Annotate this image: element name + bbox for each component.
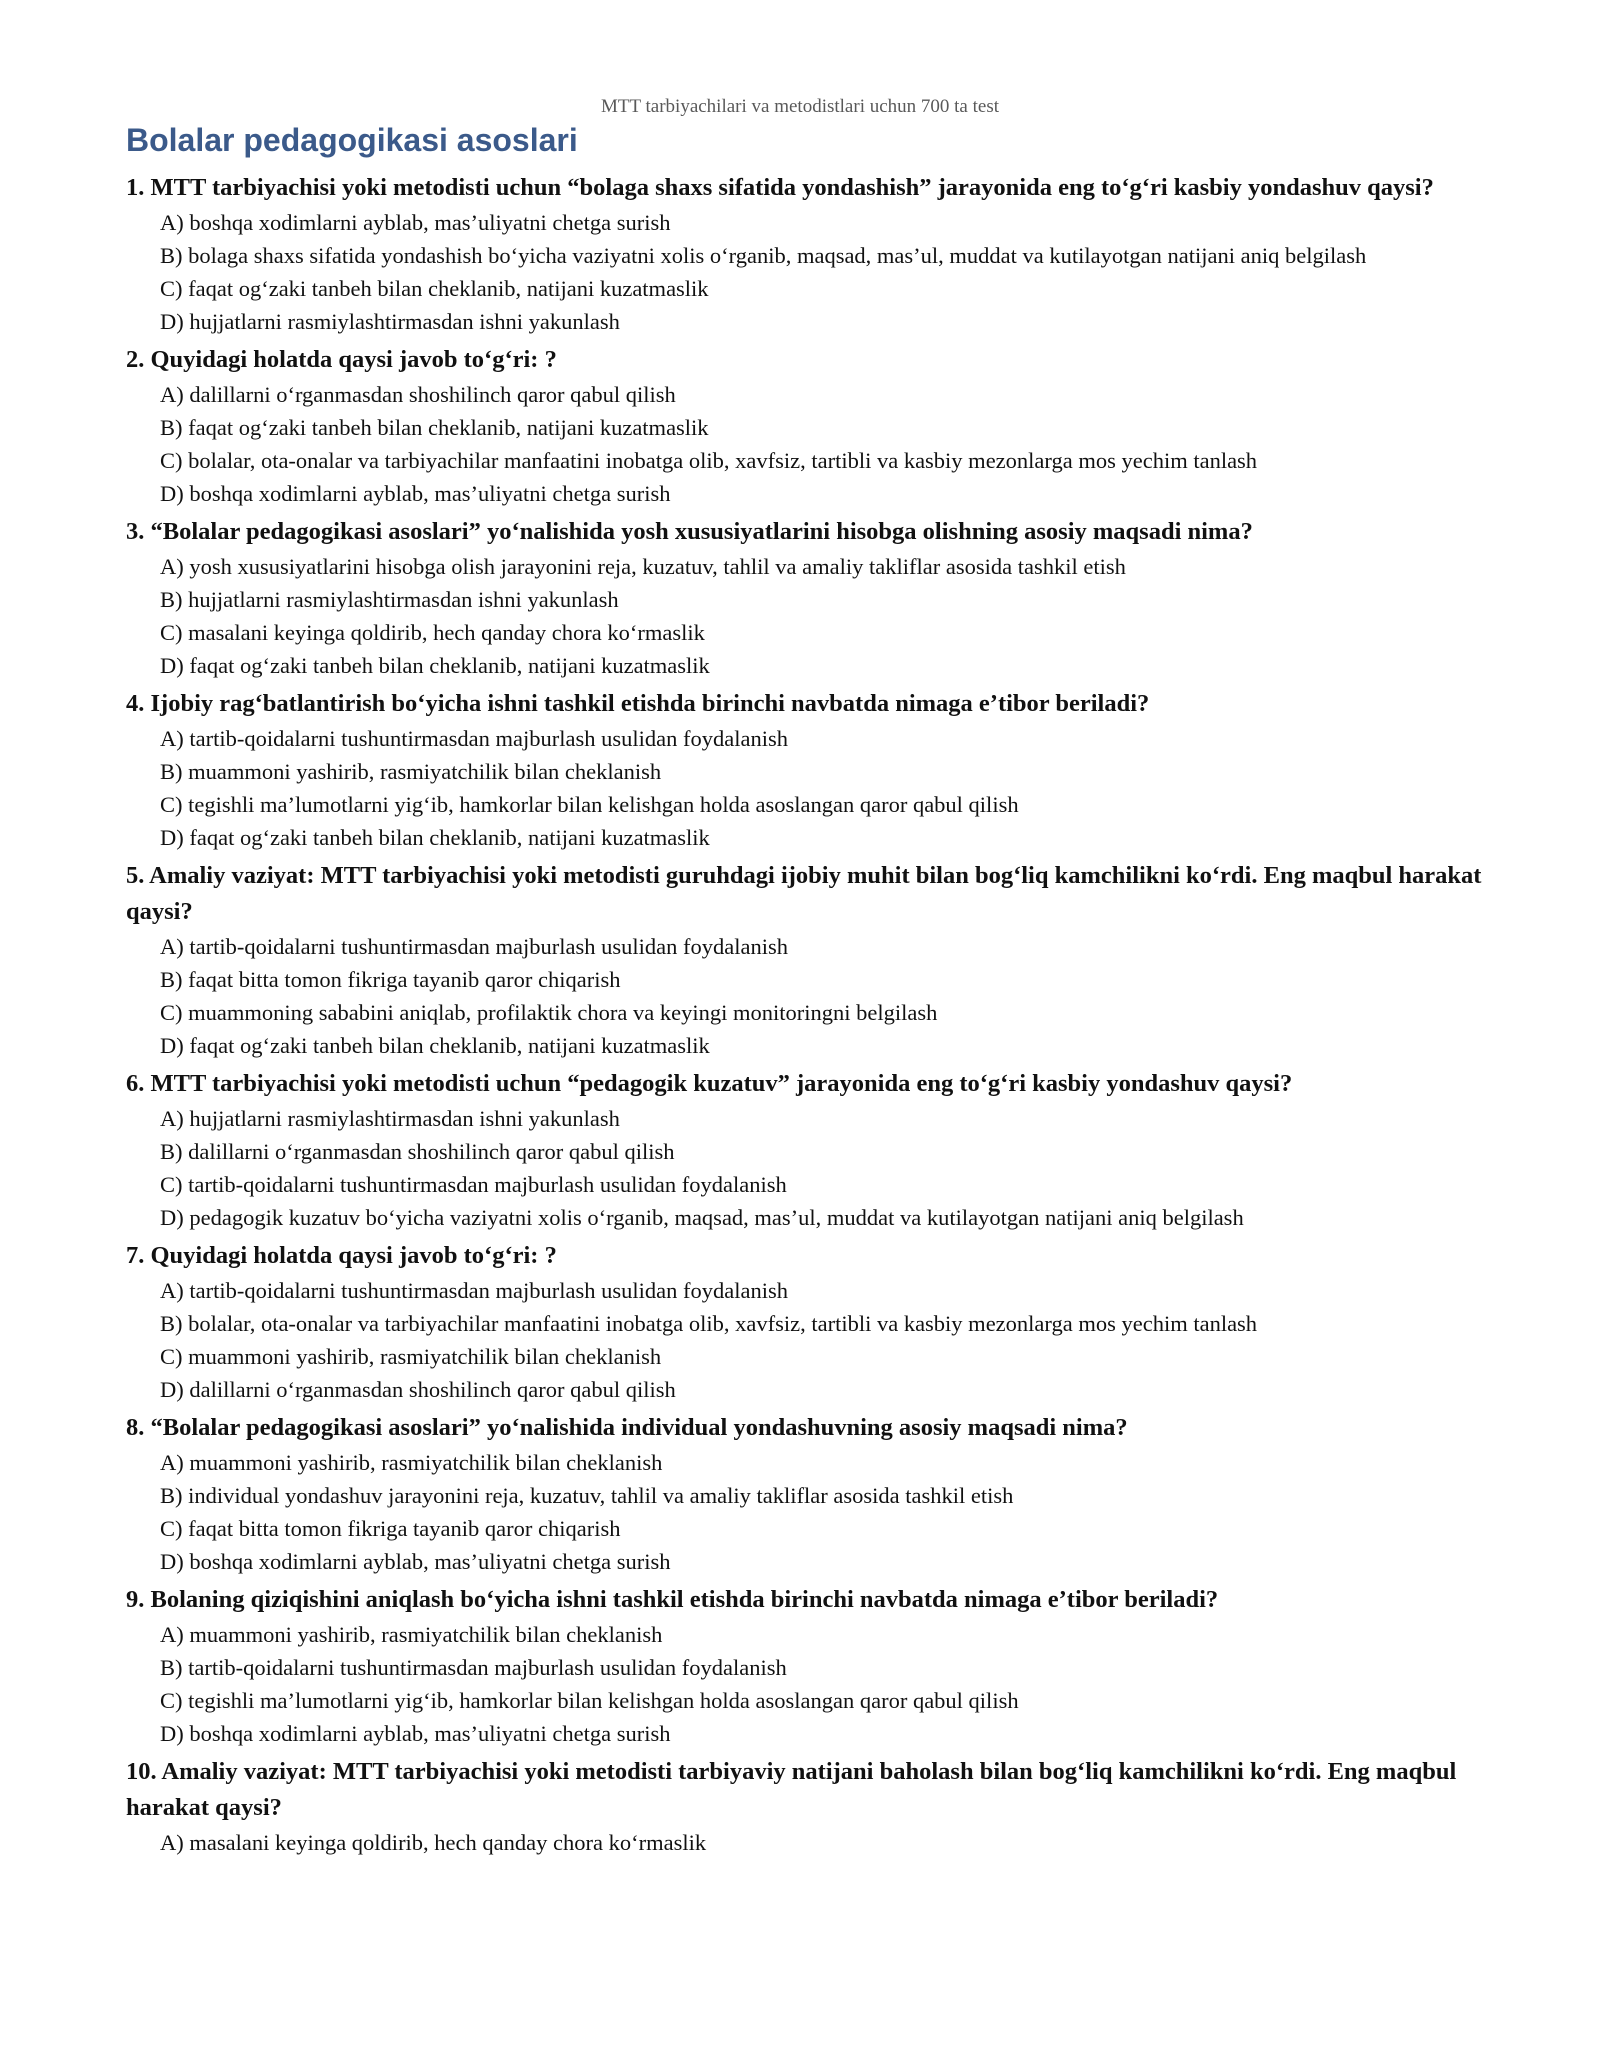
answer-option: D) boshqa xodimlarni ayblab, mas’uliyatni chetga surish — [160, 481, 671, 506]
answer-options — [126, 930, 1486, 1062]
answer-option: D) faqat og‘zaki tanbeh bilan cheklanib, natijani kuzatmaslik — [160, 825, 710, 850]
answer-option: A) hujjatlarni rasmiylashtirmasdan ishni yakunlash — [160, 1106, 620, 1131]
question-block — [126, 170, 1486, 338]
answer-option: A) masalani keyinga qoldirib, hech qanday chora ko‘rmaslik — [160, 1830, 707, 1855]
answer-option: D) hujjatlarni rasmiylashtirmasdan ishni yakunlash — [160, 309, 620, 334]
answer-option: D) dalillarni o‘rganmasdan shoshilinch qaror qabul qilish — [160, 1377, 676, 1402]
answer-options — [126, 722, 1486, 854]
answer-options — [126, 1618, 1486, 1750]
answer-option: D) pedagogik kuzatuv bo‘yicha vaziyatni xolis o‘rganib, maqsad, mas’ul, muddat va kutilayotgan natijani aniq belgilash — [160, 1205, 1244, 1230]
answer-option: B) muammoni yashirib, rasmiyatchilik bilan cheklanish — [160, 759, 662, 784]
question-text: 8. “Bolalar pedagogikasi asoslari” yo‘nalishida individual yondashuvning asosiy maqsadi nima? — [126, 1414, 1128, 1441]
question-text: 5. Amaliy vaziyat: MTT tarbiyachisi yoki metodisti guruhdagi ijobiy muhit bilan bog‘liq kamchilikni ko‘rdi. Eng maqbul harakat qaysi? — [126, 862, 1482, 925]
answer-options — [126, 550, 1486, 682]
question-text: 1. MTT tarbiyachisi yoki metodisti uchun “bolaga shaxs sifatida yondashish” jarayonida eng to‘g‘ri kasbiy yondashuv qaysi? — [126, 174, 1434, 201]
document-body — [126, 120, 1486, 1863]
answer-option: A) boshqa xodimlarni ayblab, mas’uliyatni chetga surish — [160, 210, 671, 235]
answer-option: D) boshqa xodimlarni ayblab, mas’uliyatni chetga surish — [160, 1549, 671, 1574]
answer-options — [126, 1446, 1486, 1578]
answer-option: D) faqat og‘zaki tanbeh bilan cheklanib, natijani kuzatmaslik — [160, 1033, 710, 1058]
answer-option: A) muammoni yashirib, rasmiyatchilik bilan cheklanish — [160, 1450, 663, 1475]
question-text: 9. Bolaning qiziqishini aniqlash bo‘yicha ishni tashkil etishda birinchi navbatda nimaga e’tibor beriladi? — [126, 1586, 1219, 1613]
question-text: 10. Amaliy vaziyat: MTT tarbiyachisi yoki metodisti tarbiyaviy natijani baholash bilan bog‘liq kamchilikni ko‘rdi. Eng maqbul harakat qaysi? — [126, 1758, 1457, 1821]
answer-option: C) tartib-qoidalarni tushuntirmasdan majburlash usulidan foydalanish — [160, 1172, 787, 1197]
answer-option: A) tartib-qoidalarni tushuntirmasdan majburlash usulidan foydalanish — [160, 1278, 788, 1303]
answer-option: A) tartib-qoidalarni tushuntirmasdan majburlash usulidan foydalanish — [160, 726, 788, 751]
question-text: 3. “Bolalar pedagogikasi asoslari” yo‘nalishida yosh xususiyatlarini hisobga olishning asosiy maqsadi nima? — [126, 518, 1253, 545]
answer-options — [126, 1102, 1486, 1234]
question-block — [126, 686, 1486, 854]
question-text: 4. Ijobiy rag‘batlantirish bo‘yicha ishni tashkil etishda birinchi navbatda nimaga e’tibor beriladi? — [126, 690, 1150, 717]
answer-option: B) faqat og‘zaki tanbeh bilan cheklanib, natijani kuzatmaslik — [160, 415, 709, 440]
answer-option: A) muammoni yashirib, rasmiyatchilik bilan cheklanish — [160, 1622, 663, 1647]
question-block — [126, 1582, 1486, 1750]
answer-option: C) faqat bitta tomon fikriga tayanib qaror chiqarish — [160, 1516, 621, 1541]
answer-option: A) tartib-qoidalarni tushuntirmasdan majburlash usulidan foydalanish — [160, 934, 788, 959]
question-block — [126, 1754, 1486, 1859]
running-header: MTT tarbiyachilari va metodistlari uchun 700 ta test — [600, 96, 1000, 117]
question-text: 7. Quyidagi holatda qaysi javob to‘g‘ri: ? — [126, 1242, 557, 1269]
answer-option: C) tegishli ma’lumotlarni yig‘ib, hamkorlar bilan kelishgan holda asoslangan qaror qabul qilish — [160, 792, 1019, 817]
answer-option: D) faqat og‘zaki tanbeh bilan cheklanib, natijani kuzatmaslik — [160, 653, 710, 678]
answer-option: C) masalani keyinga qoldirib, hech qanday chora ko‘rmaslik — [160, 620, 705, 645]
question-block — [126, 514, 1486, 682]
question-text: 2. Quyidagi holatda qaysi javob to‘g‘ri: ? — [126, 346, 557, 373]
answer-options — [126, 1826, 1486, 1859]
answer-option: B) tartib-qoidalarni tushuntirmasdan majburlash usulidan foydalanish — [160, 1655, 787, 1680]
answer-option: C) tegishli ma’lumotlarni yig‘ib, hamkorlar bilan kelishgan holda asoslangan qaror qabul qilish — [160, 1688, 1019, 1713]
question-block — [126, 342, 1486, 510]
answer-option: B) bolalar, ota-onalar va tarbiyachilar manfaatini inobatga olib, xavfsiz, tartibli va kasbiy mezonlarga mos yechim tanlash — [160, 1311, 1258, 1336]
answer-option: B) individual yondashuv jarayonini reja, kuzatuv, tahlil va amaliy takliflar asosida tashkil etish — [160, 1483, 1014, 1508]
question-block — [126, 1238, 1486, 1406]
answer-option: D) boshqa xodimlarni ayblab, mas’uliyatni chetga surish — [160, 1721, 671, 1746]
answer-option: C) muammoning sababini aniqlab, profilaktik chora va keyingi monitoringni belgilash — [160, 1000, 938, 1025]
answer-options — [126, 206, 1486, 338]
answer-options — [126, 378, 1486, 510]
section-title: Bolalar pedagogikasi asoslari — [126, 122, 578, 158]
answer-option: B) dalillarni o‘rganmasdan shoshilinch qaror qabul qilish — [160, 1139, 675, 1164]
answer-option: A) yosh xususiyatlarini hisobga olish jarayonini reja, kuzatuv, tahlil va amaliy takliflar asosida tashkil etish — [160, 554, 1126, 579]
answer-option: B) faqat bitta tomon fikriga tayanib qaror chiqarish — [160, 967, 621, 992]
question-text: 6. MTT tarbiyachisi yoki metodisti uchun “pedagogik kuzatuv” jarayonida eng to‘g‘ri kasbiy yondashuv qaysi? — [126, 1070, 1293, 1097]
question-block — [126, 1066, 1486, 1234]
answer-option: C) muammoni yashirib, rasmiyatchilik bilan cheklanish — [160, 1344, 662, 1369]
answer-option: B) bolaga shaxs sifatida yondashish bo‘yicha vaziyatni xolis o‘rganib, maqsad, mas’ul, muddat va kutilayotgan natijani aniq belgilash — [160, 243, 1367, 268]
answer-option: C) bolalar, ota-onalar va tarbiyachilar manfaatini inobatga olib, xavfsiz, tartibli va kasbiy mezonlarga mos yechim tanlash — [160, 448, 1258, 473]
answer-options — [126, 1274, 1486, 1406]
answer-option: B) hujjatlarni rasmiylashtirmasdan ishni yakunlash — [160, 587, 619, 612]
question-block — [126, 858, 1486, 1062]
question-block — [126, 1410, 1486, 1578]
answer-option: C) faqat og‘zaki tanbeh bilan cheklanib, natijani kuzatmaslik — [160, 276, 709, 301]
question-list — [126, 170, 1486, 1859]
answer-option: A) dalillarni o‘rganmasdan shoshilinch qaror qabul qilish — [160, 382, 676, 407]
